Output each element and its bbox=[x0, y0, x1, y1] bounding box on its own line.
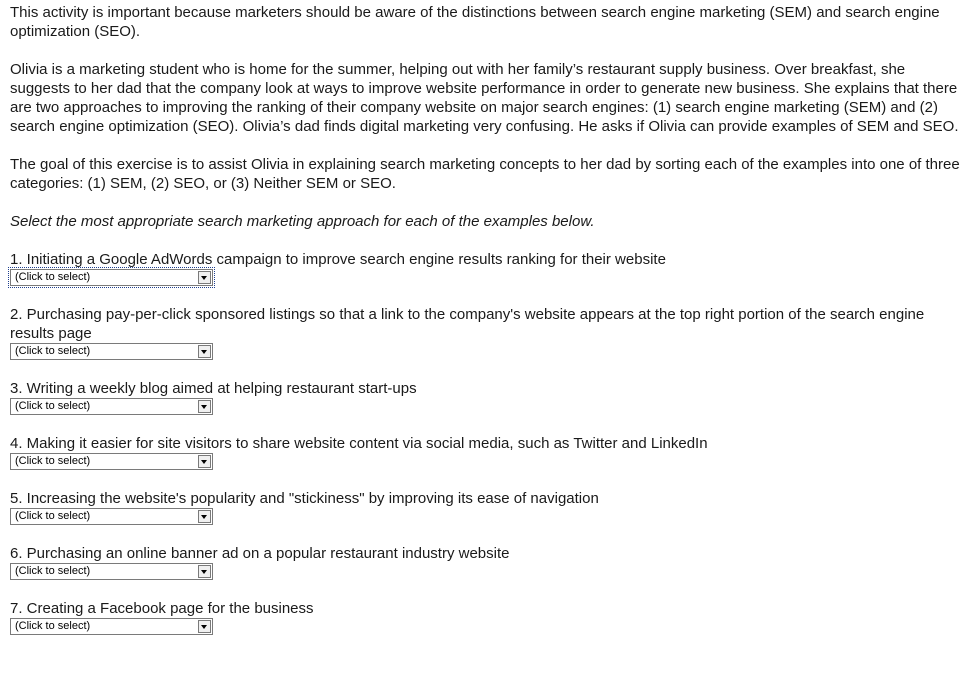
goal-paragraph: The goal of this exercise is to assist Olivia in explaining search marketing concepts to her dad by sorting each of the examples into one of three categories: (1) SEM, (2) SEO, or (3) Neither SEM or SEO. bbox=[10, 156, 960, 192]
question-4-select-value: (Click to select) bbox=[15, 455, 91, 467]
dropdown-arrow-icon[interactable] bbox=[198, 455, 211, 468]
scenario-paragraph: Olivia is a marketing student who is home for the summer, helping out with her family’s restaurant supply business. Over breakfast, she suggests to her dad that the company look at ways to improve website performance in order to generate new business. She explains that there are two approaches to improving the ranking of their company website on major search engines: (1) search engine marketing (SEM) and (2) search engine optimization (SEO). Olivia’s dad finds digital marketing very confusing. He asks if Olivia can provide examples of SEM and SEO. bbox=[10, 61, 959, 135]
question-1 bbox=[10, 250, 961, 286]
dropdown-arrow-icon[interactable] bbox=[198, 271, 211, 284]
dropdown-arrow-icon[interactable] bbox=[198, 565, 211, 578]
question-4 bbox=[10, 434, 961, 470]
question-5-text: 5. Increasing the website's popularity and "stickiness" by improving its ease of navigation bbox=[10, 490, 599, 507]
question-1-text: 1. Initiating a Google AdWords campaign to improve search engine results ranking for their website bbox=[10, 251, 666, 268]
question-1-select-value: (Click to select) bbox=[15, 271, 91, 283]
question-5-select[interactable] bbox=[10, 508, 213, 525]
question-4-select[interactable] bbox=[10, 453, 213, 470]
question-6 bbox=[10, 544, 961, 580]
question-7-text: 7. Creating a Facebook page for the business bbox=[10, 600, 314, 617]
question-1-select[interactable] bbox=[10, 269, 213, 286]
question-4-text: 4. Making it easier for site visitors to share website content via social media, such as Twitter and LinkedIn bbox=[10, 435, 708, 452]
dropdown-arrow-icon[interactable] bbox=[198, 345, 211, 358]
question-2 bbox=[10, 305, 961, 360]
dropdown-arrow-icon[interactable] bbox=[198, 620, 211, 633]
question-7-select-value: (Click to select) bbox=[15, 620, 91, 632]
question-7 bbox=[10, 599, 961, 635]
question-6-text: 6. Purchasing an online banner ad on a popular restaurant industry website bbox=[10, 545, 510, 562]
question-5 bbox=[10, 489, 961, 525]
question-2-text: 2. Purchasing pay-per-click sponsored listings so that a link to the company's website appears at the top right portion of the search engine results page bbox=[10, 306, 925, 342]
instruction-text: Select the most appropriate search marketing approach for each of the examples below. bbox=[10, 213, 595, 230]
question-2-select-value: (Click to select) bbox=[15, 345, 91, 357]
dropdown-arrow-icon[interactable] bbox=[198, 510, 211, 523]
question-2-select[interactable] bbox=[10, 343, 213, 360]
question-3 bbox=[10, 379, 961, 415]
intro-paragraph: This activity is important because marketers should be aware of the distinctions between search engine marketing (SEM) and search engine optimization (SEO). bbox=[10, 4, 940, 40]
question-3-text: 3. Writing a weekly blog aimed at helping restaurant start-ups bbox=[10, 380, 417, 397]
question-7-select[interactable] bbox=[10, 618, 213, 635]
dropdown-arrow-icon[interactable] bbox=[198, 400, 211, 413]
question-6-select[interactable] bbox=[10, 563, 213, 580]
question-3-select-value: (Click to select) bbox=[15, 400, 91, 412]
question-5-select-value: (Click to select) bbox=[15, 510, 91, 522]
question-6-select-value: (Click to select) bbox=[15, 565, 91, 577]
question-3-select[interactable] bbox=[10, 398, 213, 415]
